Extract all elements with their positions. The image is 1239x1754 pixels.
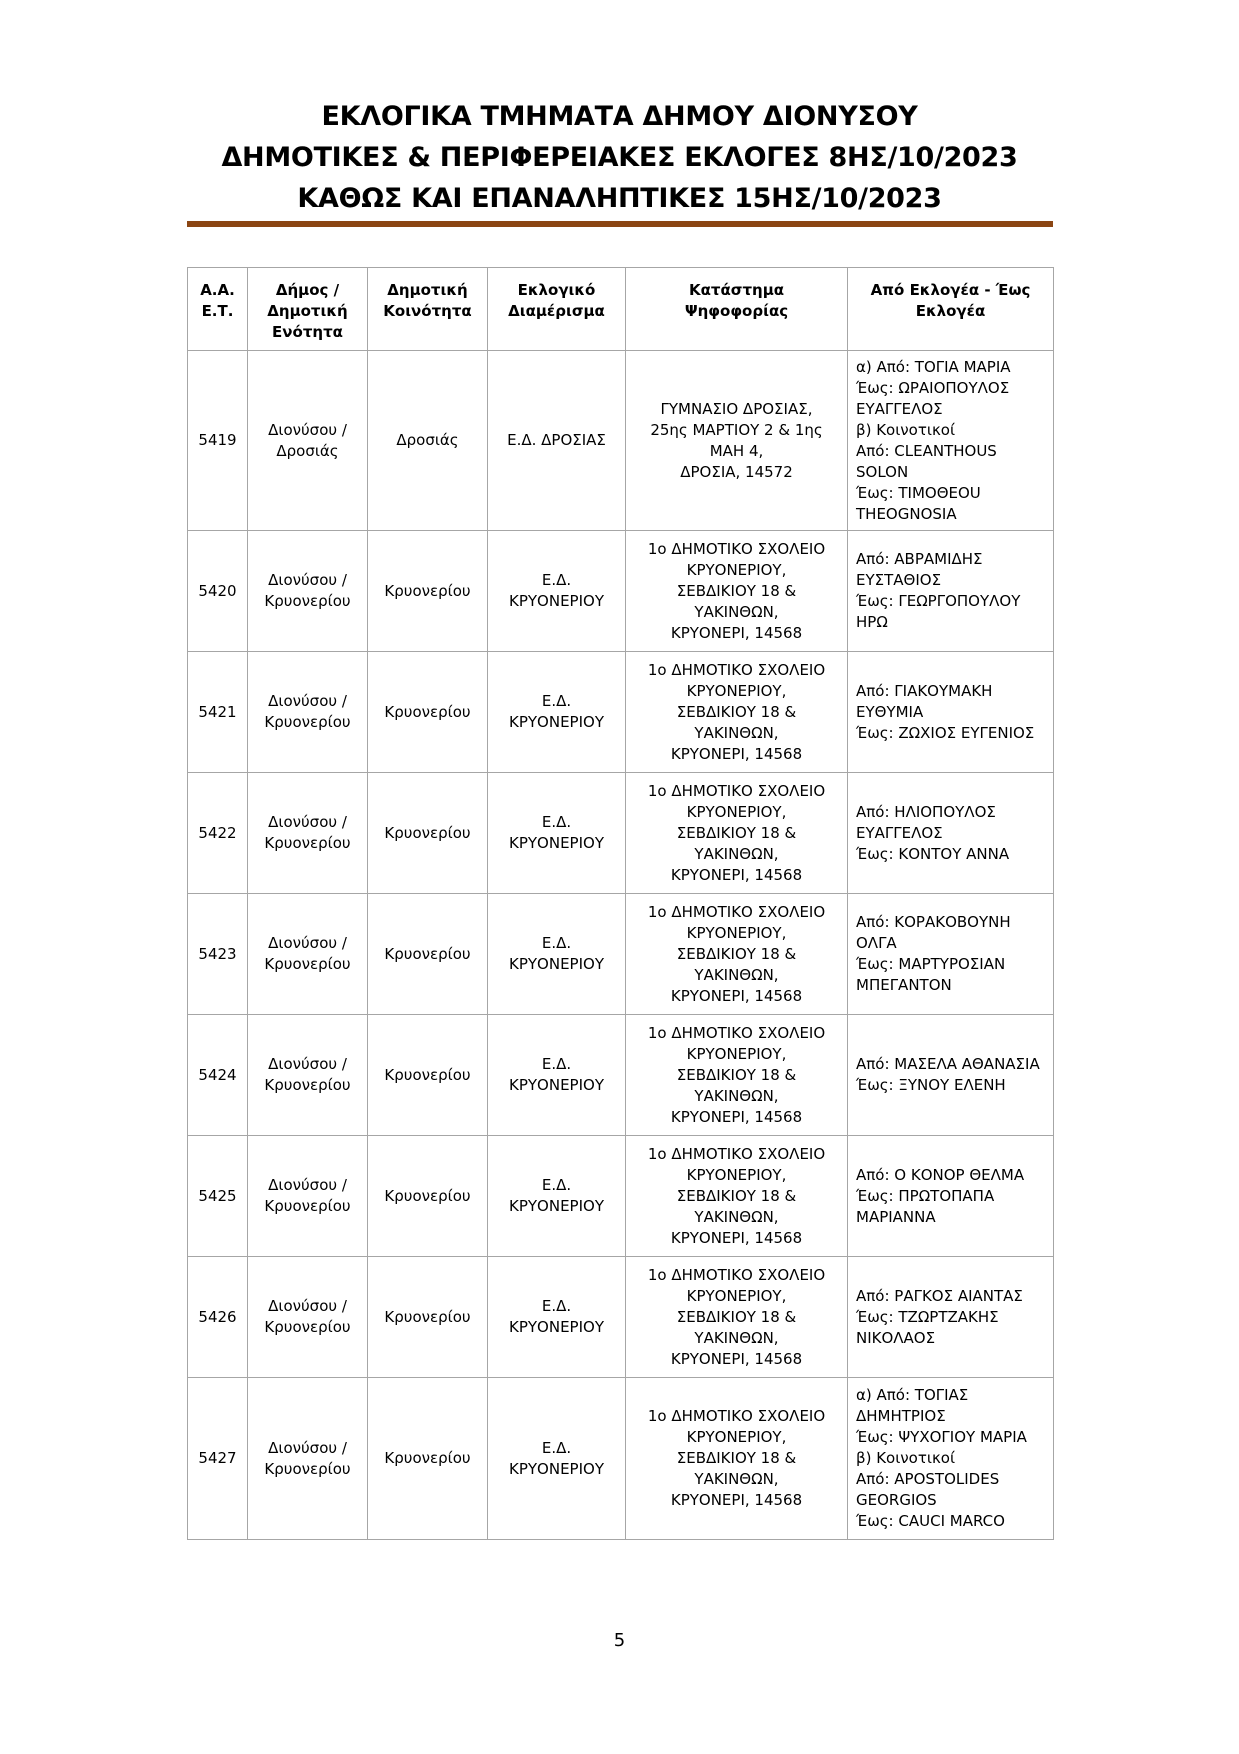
header-text: Εκλογικό	[517, 281, 596, 299]
polling-station-text: ΣΕΒΔΙΚΙΟΥ 18 &	[676, 1449, 797, 1467]
voter-range-text: Από: ΡΑΓΚΟΣ ΑΙΑΝΤΑΣ	[856, 1286, 1023, 1305]
polling-station-text: ΚΡΥΟΝΕΡΙΟΥ,	[686, 1044, 787, 1063]
district-text: ΚΡΥΟΝΕΡΙΟΥ	[509, 1459, 604, 1478]
title-divider	[187, 221, 1053, 227]
voter-range-cell	[848, 894, 1054, 1015]
polling-station-text: 1ο ΔΗΜΟΤΙΚΟ ΣΧΟΛΕΙΟ	[647, 1265, 826, 1284]
community-cell	[368, 773, 488, 894]
polling-station-text: ΚΡΥΟΝΕΡΙ, 14568	[670, 744, 803, 763]
municipality-text: Διονύσου /	[268, 571, 347, 589]
polling-station-cell	[626, 1378, 848, 1540]
district-text: Ε.Δ.	[541, 813, 572, 831]
voter-range-text: GEORGIOS	[856, 1491, 937, 1509]
polling-station-text: 1ο ΔΗΜΟΤΙΚΟ ΣΧΟΛΕΙΟ	[647, 902, 826, 921]
community-cell	[368, 351, 488, 531]
municipality-text: Διονύσου /	[268, 420, 347, 439]
table-header-row	[188, 268, 1054, 351]
header-polling-station	[626, 268, 848, 351]
district-cell	[488, 1136, 626, 1257]
polling-station-cell	[626, 531, 848, 652]
section-number-cell: 5424	[188, 1015, 248, 1136]
voter-range-text: α) Από: ΤΟΓΙΑ ΜΑΡΙΑ	[856, 357, 1011, 376]
table-row	[188, 1015, 1054, 1136]
polling-station-text: ΥΑΚΙΝΘΩΝ,	[694, 723, 779, 742]
municipality-cell	[248, 1015, 368, 1136]
district-text: ΚΡΥΟΝΕΡΙΟΥ	[509, 834, 604, 852]
community-cell	[368, 652, 488, 773]
district-text: Ε.Δ.	[541, 1438, 572, 1457]
header-text: Κοινότητα	[383, 302, 472, 320]
header-text: Από Εκλογέα - Έως	[870, 281, 1031, 299]
municipality-cell	[248, 1136, 368, 1257]
community-cell	[368, 1257, 488, 1378]
voter-range-text: THEOGNOSIA	[856, 504, 957, 523]
section-number-cell: 5421	[188, 652, 248, 773]
district-text: Ε.Δ.	[541, 934, 572, 952]
municipality-cell	[248, 773, 368, 894]
header-municipality	[248, 268, 368, 351]
table-row	[188, 894, 1054, 1015]
voter-range-text: β) Κοινοτικοί	[856, 420, 956, 439]
table-row	[188, 1257, 1054, 1378]
polling-station-text: ΚΡΥΟΝΕΡΙΟΥ,	[686, 681, 787, 700]
voter-range-text: Από: ΜΑΣΕΛΑ ΑΘΑΝΑΣΙΑ	[856, 1055, 1040, 1073]
voter-range-text: ΔΗΜΗΤΡΙΟΣ	[856, 1407, 946, 1425]
header-text: Δημοτική	[387, 281, 468, 299]
section-number-cell: 5426	[188, 1257, 248, 1378]
community-text: Κρυονερίου	[384, 1307, 471, 1326]
header-text: Ψηφοφορίας	[684, 302, 789, 320]
table-row	[188, 1136, 1054, 1257]
municipality-text: Κρυονερίου	[264, 1459, 351, 1478]
municipality-text: Διονύσου /	[268, 692, 347, 710]
district-text: ΚΡΥΟΝΕΡΙΟΥ	[509, 955, 604, 973]
polling-station-text: ΚΡΥΟΝΕΡΙΟΥ,	[686, 1428, 787, 1446]
polling-station-text: ΚΡΥΟΝΕΡΙΟΥ,	[686, 802, 787, 821]
district-text: Ε.Δ. ΔΡΟΣΙΑΣ	[507, 431, 606, 449]
voter-range-text: Έως: ΨΥΧΟΓΙΟΥ ΜΑΡΙΑ	[856, 1428, 1027, 1446]
polling-station-cell	[626, 773, 848, 894]
district-cell	[488, 351, 626, 531]
community-text: Κρυονερίου	[384, 702, 471, 721]
voter-range-text: Έως: ΚΟΝΤΟΥ ΑΝΝΑ	[856, 844, 1010, 863]
voter-range-text: Έως: ΤΖΩΡΤΖΑΚΗΣ	[856, 1307, 999, 1326]
voter-range-cell	[848, 1015, 1054, 1136]
community-text: Κρυονερίου	[384, 1065, 471, 1084]
municipality-text: Κρυονερίου	[264, 1076, 351, 1094]
voter-range-text: Από: APOSTOLIDES	[856, 1470, 1000, 1488]
voter-range-text: Έως: ΩΡΑΙΟΠΟΥΛΟΣ	[856, 378, 1010, 397]
district-text: ΚΡΥΟΝΕΡΙΟΥ	[509, 1318, 604, 1336]
header-text: Εκλογέα	[915, 302, 986, 320]
voter-range-text: Από: ΗΛΙΟΠΟΥΛΟΣ	[856, 802, 996, 821]
polling-station-cell	[626, 894, 848, 1015]
community-cell	[368, 1015, 488, 1136]
municipality-cell	[248, 652, 368, 773]
section-number-cell: 5423	[188, 894, 248, 1015]
voter-range-text: Έως: ΖΩΧΙΟΣ ΕΥΓΕΝΙΟΣ	[856, 723, 1035, 742]
voter-range-text: Έως: ΜΑΡΤΥΡΟΣΙΑΝ	[856, 955, 1006, 973]
municipality-text: Κρυονερίου	[264, 713, 351, 731]
voter-range-cell	[848, 1257, 1054, 1378]
section-number-cell: 5422	[188, 773, 248, 894]
municipality-cell	[248, 1378, 368, 1540]
polling-station-text: ΣΕΒΔΙΚΙΟΥ 18 &	[676, 581, 797, 600]
table-row	[188, 1378, 1054, 1540]
polling-station-text: ΥΑΚΙΝΘΩΝ,	[694, 1086, 779, 1105]
municipality-text: Διονύσου /	[268, 934, 347, 952]
community-cell	[368, 531, 488, 652]
header-aa-et	[188, 268, 248, 351]
polling-station-text: 1ο ΔΗΜΟΤΙΚΟ ΣΧΟΛΕΙΟ	[647, 1407, 826, 1425]
polling-station-text: ΥΑΚΙΝΘΩΝ,	[694, 1328, 779, 1347]
header-district	[488, 268, 626, 351]
header-text: Δήμος /	[275, 281, 340, 299]
district-text: ΚΡΥΟΝΕΡΙΟΥ	[509, 713, 604, 731]
polling-station-text: ΚΡΥΟΝΕΡΙ, 14568	[670, 986, 803, 1005]
document-title	[0, 96, 1239, 219]
voter-range-text: Έως: ΠΡΩΤΟΠΑΠΑ	[856, 1186, 995, 1205]
voter-range-text: Έως: ΤΙΜΟΘΕΟU	[856, 483, 981, 502]
voter-range-text: Από: ΓΙΑΚΟΥΜΑΚΗ	[856, 681, 993, 700]
community-cell	[368, 1136, 488, 1257]
municipality-cell	[248, 1257, 368, 1378]
district-text: Ε.Δ.	[541, 1176, 572, 1194]
voter-range-cell	[848, 652, 1054, 773]
municipality-cell	[248, 894, 368, 1015]
community-text: Κρυονερίου	[384, 823, 471, 842]
municipality-text: Κρυονερίου	[264, 834, 351, 852]
municipality-text: Διονύσου /	[268, 1055, 347, 1073]
header-voter-range	[848, 268, 1054, 351]
voter-range-text: ΕΥΘΥΜΙΑ	[856, 702, 924, 721]
district-text: ΚΡΥΟΝΕΡΙΟΥ	[509, 1197, 604, 1215]
table-row	[188, 773, 1054, 894]
polling-station-text: ΚΡΥΟΝΕΡΙ, 14568	[670, 1228, 803, 1247]
section-number-cell: 5419	[188, 351, 248, 531]
header-text: Α.Α.	[200, 281, 235, 299]
table-row	[188, 652, 1054, 773]
polling-station-cell	[626, 1015, 848, 1136]
section-number-cell: 5425	[188, 1136, 248, 1257]
municipality-text: Διονύσου /	[268, 1297, 347, 1315]
polling-station-text: ΚΡΥΟΝΕΡΙ, 14568	[670, 1491, 803, 1509]
voter-range-text: Από: ΚΟΡΑΚΟΒΟΥΝΗ	[856, 913, 1011, 931]
voter-range-cell	[848, 531, 1054, 652]
voter-range-text: Από: CLEANTHOUS	[856, 441, 997, 460]
district-cell	[488, 773, 626, 894]
polling-station-text: ΥΑΚΙΝΘΩΝ,	[694, 844, 779, 863]
municipality-cell	[248, 351, 368, 531]
district-text: Ε.Δ.	[541, 1055, 572, 1073]
district-cell	[488, 531, 626, 652]
district-cell	[488, 652, 626, 773]
polling-station-text: ΣΕΒΔΙΚΙΟΥ 18 &	[676, 1307, 797, 1326]
header-text: Δημοτική	[267, 302, 348, 320]
polling-sections-table	[187, 267, 1054, 1540]
municipality-text: Διονύσου /	[268, 1438, 347, 1457]
voter-range-text: ΕΥΑΓΓΕΛΟΣ	[856, 399, 943, 418]
district-cell	[488, 1015, 626, 1136]
polling-station-text: ΜΑΗ 4,	[709, 441, 764, 460]
voter-range-text: Έως: ΞΥΝΟΥ ΕΛΕΝΗ	[856, 1076, 1006, 1094]
table-row	[188, 531, 1054, 652]
district-cell	[488, 1378, 626, 1540]
page-number: 5	[613, 1630, 626, 1651]
polling-station-text: ΚΡΥΟΝΕΡΙ, 14568	[670, 1107, 803, 1126]
polling-station-text: ΚΡΥΟΝΕΡΙΟΥ,	[686, 1286, 787, 1305]
voter-range-text: ΗΡΩ	[856, 613, 888, 631]
polling-station-text: 1ο ΔΗΜΟΤΙΚΟ ΣΧΟΛΕΙΟ	[647, 781, 826, 800]
title-line-1: ΕΚΛΟΓΙΚΑ ΤΜΗΜΑΤΑ ΔΗΜΟΥ ΔΙΟΝΥΣΟΥ	[321, 101, 918, 132]
voter-range-cell	[848, 773, 1054, 894]
polling-station-text: ΚΡΥΟΝΕΡΙ, 14568	[670, 865, 803, 884]
polling-station-text: ΣΕΒΔΙΚΙΟΥ 18 &	[676, 1186, 797, 1205]
voter-range-text: ΝΙΚΟΛΑΟΣ	[856, 1328, 936, 1347]
header-text: Ε.Τ.	[201, 302, 234, 320]
municipality-text: Κρυονερίου	[264, 592, 351, 610]
polling-station-text: ΥΑΚΙΝΘΩΝ,	[694, 965, 779, 984]
district-text: Ε.Δ.	[541, 571, 572, 589]
header-text: Ενότητα	[272, 323, 343, 341]
municipality-cell	[248, 531, 368, 652]
community-cell	[368, 894, 488, 1015]
voter-range-text: Από: Ο ΚΟΝΟΡ ΘΕΛΜΑ	[856, 1165, 1025, 1184]
voter-range-text: Έως: ΓΕΩΡΓΟΠΟΥΛΟΥ	[856, 592, 1021, 610]
title-line-2: ΔΗΜΟΤΙΚΕΣ & ΠΕΡΙΦΕΡΕΙΑΚΕΣ ΕΚΛΟΓΕΣ 8ΗΣ/10/2023	[221, 142, 1018, 173]
community-text: Κρυονερίου	[384, 1449, 471, 1467]
district-cell	[488, 894, 626, 1015]
polling-station-text: ΓΥΜΝΑΣΙΟ ΔΡΟΣΙΑΣ,	[660, 399, 813, 418]
polling-station-cell	[626, 351, 848, 531]
voter-range-text: Έως: CAUCI MARCO	[856, 1512, 1005, 1530]
voter-range-text: ΕΥΑΓΓΕΛΟΣ	[856, 823, 943, 842]
header-community	[368, 268, 488, 351]
voter-range-cell	[848, 1378, 1054, 1540]
polling-station-text: ΥΑΚΙΝΘΩΝ,	[694, 1207, 779, 1226]
polling-station-text: 1ο ΔΗΜΟΤΙΚΟ ΣΧΟΛΕΙΟ	[647, 1144, 826, 1163]
voter-range-text: Από: ΑΒΡΑΜΙΔΗΣ	[856, 550, 983, 568]
community-text: Κρυονερίου	[384, 581, 471, 600]
district-text: Ε.Δ.	[541, 1297, 572, 1315]
voter-range-text: ΜΠΕΓΑΝΤΟΝ	[856, 976, 952, 994]
district-text: ΚΡΥΟΝΕΡΙΟΥ	[509, 592, 604, 610]
municipality-text: Κρυονερίου	[264, 1197, 351, 1215]
district-cell	[488, 1257, 626, 1378]
polling-station-text: 1ο ΔΗΜΟΤΙΚΟ ΣΧΟΛΕΙΟ	[647, 539, 826, 558]
district-text: ΚΡΥΟΝΕΡΙΟΥ	[509, 1076, 604, 1094]
table-row	[188, 351, 1054, 531]
voter-range-cell	[848, 1136, 1054, 1257]
community-text: Κρυονερίου	[384, 1186, 471, 1205]
community-text: Δροσιάς	[396, 431, 459, 449]
voter-range-text: SOLON	[856, 462, 909, 481]
community-text: Κρυονερίου	[384, 944, 471, 963]
header-text: Διαμέρισμα	[508, 302, 605, 320]
polling-station-cell	[626, 1257, 848, 1378]
polling-station-text: ΚΡΥΟΝΕΡΙΟΥ,	[686, 923, 787, 942]
voter-range-text: ΜΑΡΙΑΝΝΑ	[856, 1207, 936, 1226]
polling-station-text: 25ης ΜΑΡΤΙΟΥ 2 & 1ης	[650, 420, 823, 439]
polling-station-text: ΚΡΥΟΝΕΡΙ, 14568	[670, 1349, 803, 1368]
polling-station-text: 1ο ΔΗΜΟΤΙΚΟ ΣΧΟΛΕΙΟ	[647, 660, 826, 679]
table-body	[188, 351, 1054, 1540]
polling-station-text: ΚΡΥΟΝΕΡΙΟΥ,	[686, 560, 787, 579]
polling-station-text: ΣΕΒΔΙΚΙΟΥ 18 &	[676, 823, 797, 842]
polling-station-text: ΣΕΒΔΙΚΙΟΥ 18 &	[676, 702, 797, 721]
voter-range-cell	[848, 351, 1054, 531]
polling-station-text: ΚΡΥΟΝΕΡΙΟΥ,	[686, 1165, 787, 1184]
polling-station-text: 1ο ΔΗΜΟΤΙΚΟ ΣΧΟΛΕΙΟ	[647, 1023, 826, 1042]
voter-range-text: β) Κοινοτικοί	[856, 1449, 956, 1467]
municipality-text: Κρυονερίου	[264, 1318, 351, 1336]
polling-station-text: ΥΑΚΙΝΘΩΝ,	[694, 1470, 779, 1488]
municipality-text: Διονύσου /	[268, 1176, 347, 1194]
polling-station-text: ΔΡΟΣΙΑ, 14572	[680, 462, 793, 481]
municipality-text: Διονύσου /	[268, 813, 347, 831]
municipality-text: Δροσιάς	[276, 441, 339, 460]
header-text: Κατάστημα	[688, 281, 785, 299]
polling-station-text: ΥΑΚΙΝΘΩΝ,	[694, 602, 779, 621]
voter-range-text: ΕΥΣΤΑΘΙΟΣ	[856, 571, 942, 589]
polling-station-text: ΣΕΒΔΙΚΙΟΥ 18 &	[676, 944, 797, 963]
polling-station-cell	[626, 1136, 848, 1257]
polling-station-cell	[626, 652, 848, 773]
community-cell	[368, 1378, 488, 1540]
section-number-cell: 5427	[188, 1378, 248, 1540]
section-number-cell: 5420	[188, 531, 248, 652]
district-text: Ε.Δ.	[541, 692, 572, 710]
polling-station-text: ΣΕΒΔΙΚΙΟΥ 18 &	[676, 1065, 797, 1084]
voter-range-text: α) Από: ΤΟΓΙΑΣ	[856, 1386, 969, 1404]
voter-range-text: ΟΛΓΑ	[856, 934, 897, 952]
polling-station-text: ΚΡΥΟΝΕΡΙ, 14568	[670, 623, 803, 642]
municipality-text: Κρυονερίου	[264, 955, 351, 973]
title-line-3: ΚΑΘΩΣ ΚΑΙ ΕΠΑΝΑΛΗΠΤΙΚΕΣ 15ΗΣ/10/2023	[297, 183, 942, 214]
